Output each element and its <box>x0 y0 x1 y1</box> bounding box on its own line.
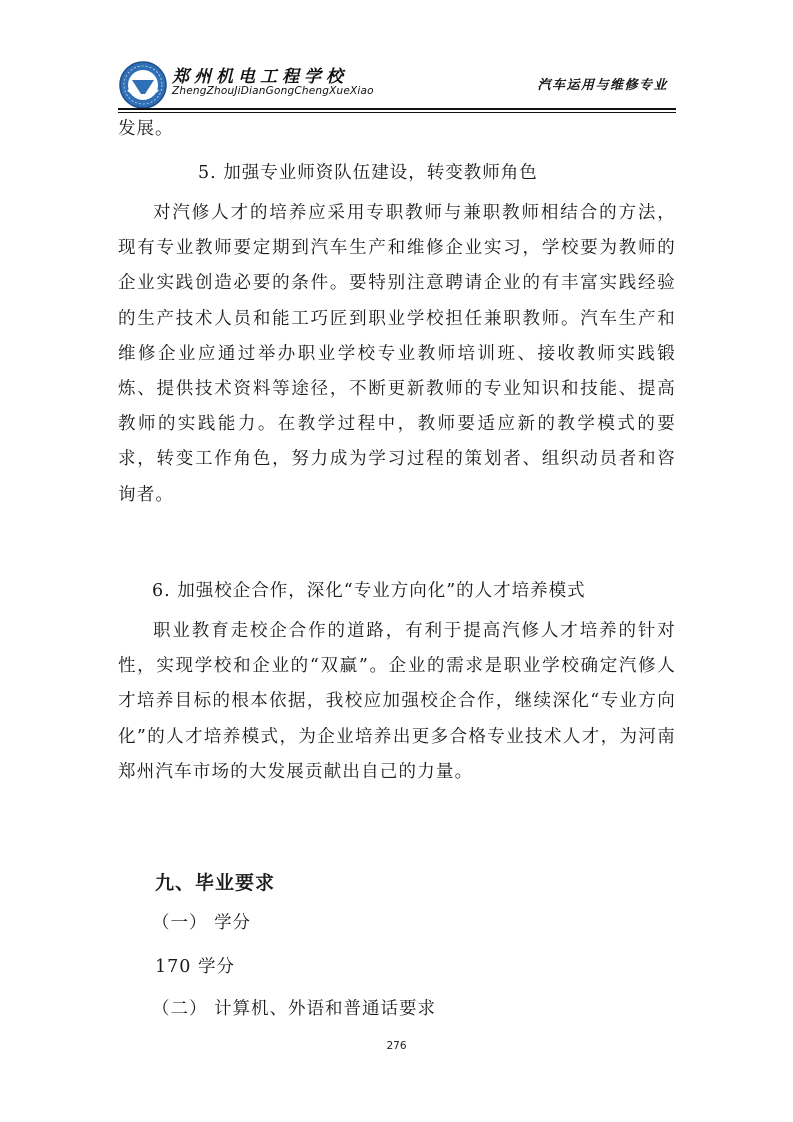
subheading-credits: （一） 学分 <box>152 913 252 933</box>
continuation-text: 发展。 <box>118 119 174 139</box>
header-rule-thin <box>118 112 676 113</box>
subheading-requirements: （二） 计算机、外语和普通话要求 <box>152 999 437 1019</box>
school-pinyin: ZhengZhouJiDianGongChengXueXiao <box>172 85 374 97</box>
credits-value: 170 学分 <box>155 957 235 977</box>
heading-5: 5. 加强专业师资队伍建设，转变教师角色 <box>198 163 538 183</box>
school-name: 郑州机电工程学校 <box>172 67 348 87</box>
heading-6: 6. 加强校企合作，深化“专业方向化”的人才培养模式 <box>152 581 586 601</box>
page-header <box>118 56 676 112</box>
paragraph-6: 职业教育走校企合作的道路，有利于提高汽修人才培养的针对性，实现学校和企业的“双赢”。企业的需求是职业学校确定汽修人才培养目标的根本依据，我校应加强校企合作，继续深化“专业方向化”的人才培养模式，为企业培养出更多合格专业技术人才，为河南郑州汽车市场的大发展贡献出自己的力量。 <box>118 621 676 782</box>
page-number: 276 <box>386 1040 407 1052</box>
school-logo-icon <box>118 60 168 110</box>
paragraph-5: 对汽修人才的培养应采用专职教师与兼职教师相结合的方法，现有专业教师要定期到汽车生产和维修企业实习，学校要为教师的企业实践创造必要的条件。要特别注意聘请企业的有丰富实践经验的生产技术人员和能工巧匠到职业学校担任兼职教师。汽车生产和维修企业应通过举办职业学校专业教师培训班、接收教师实践锻炼、提供技术资料等途径，不断更新教师的专业知识和技能、提高教师的实践能力。在教学过程中，教师要适应新的教学模式的要求，转变工作角色，努力成为学习过程的策划者、组织动员者和咨询者。 <box>118 203 676 505</box>
section-9-heading: 九、毕业要求 <box>155 872 276 894</box>
header-rule-thick <box>118 108 676 110</box>
major-name: 汽车运用与维修专业 <box>537 78 668 93</box>
